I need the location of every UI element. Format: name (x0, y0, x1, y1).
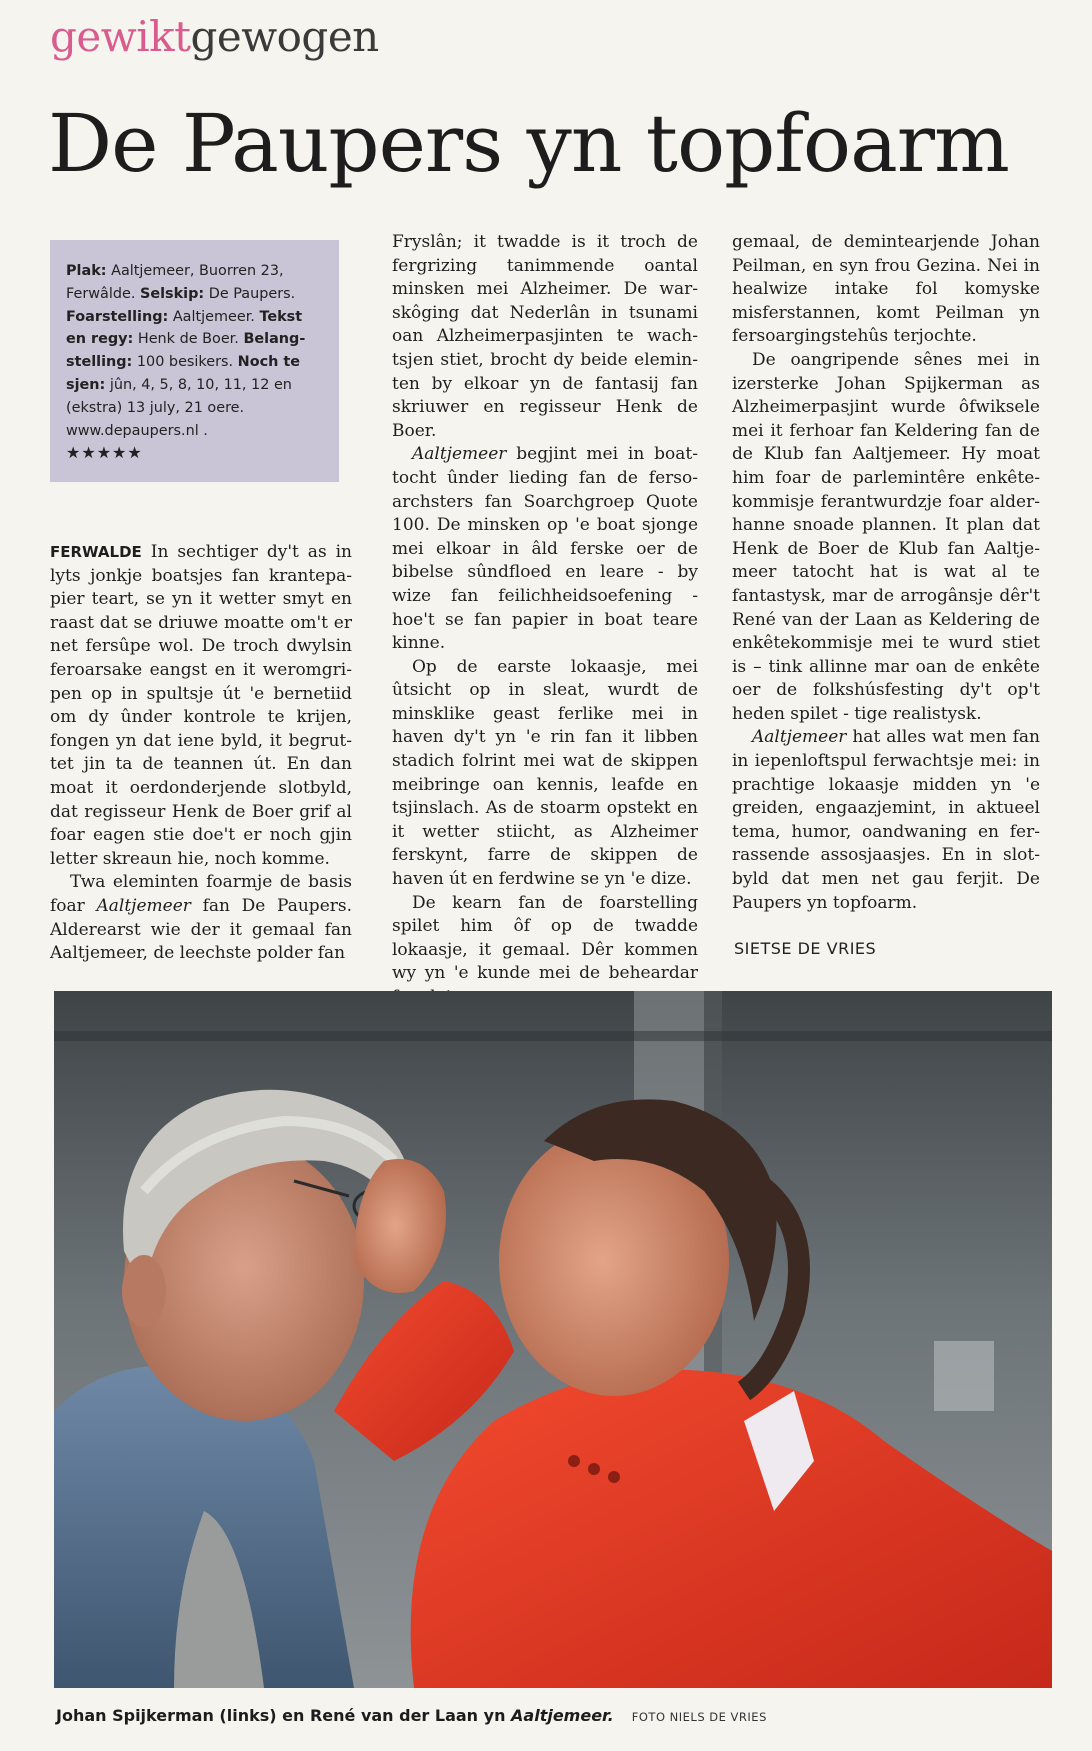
info-line (66, 351, 325, 374)
headline: De Paupers yn topfoarm (48, 97, 1009, 190)
info-value: www.depaupers.nl . (66, 422, 208, 439)
photo-illustration (54, 991, 1052, 1688)
info-value: (ekstra) 13 july, 21 oere. (66, 399, 245, 416)
info-label: Belang- (243, 331, 306, 348)
section-tag (50, 14, 379, 60)
info-label: Tekst (259, 308, 303, 325)
info-value: Aaltjemeer, Buorren 23, (106, 263, 284, 279)
paragraph-text: Twa eleminten foarmje de basis foar (50, 872, 352, 916)
paragraph (732, 726, 1040, 915)
article-column-1 (50, 541, 352, 966)
info-value: jûn, 4, 5, 8, 10, 11, 12 en (105, 376, 292, 393)
byline: SIETSE DE VRIES (734, 939, 877, 958)
paragraph-text: hat alles wat men fan in iepenloftspul ferwachtsje mei: in prachtige lokaasje midden yn 'e greiden, engaazjemint, in aktueel tema, humor, oandwaning en ferrassende assosjaasjes. En in slotbyld dat men net gau ferjit. De Paupers yn topfoarm. (732, 727, 1040, 913)
info-label: Plak: (66, 263, 107, 279)
info-value: Ferwâlde. (66, 285, 140, 302)
play-title: Aaltjemeer (412, 444, 507, 465)
paragraph-text: De oangripende sênes mei in izersterke Johan Spijkerman as Alzheimerpasjint wurde ôfwiksele mei it ferhoar fan Keldering fan de de Klub fan Aaltjemeer. Hy moat him foar de parlemintêre enkêtekommisje ferantwurdzje foar alderhanne snoade plannen. It plan dat Henk de Boer de Klub fan Aaltjemeer tatocht hat is wat al te fantastysk, mar de arrogânsje dêr't René van der Laan as Keldering de enkêtekommisje mei te wurd stiet is – tink allinne mar oan de enkête oer de folkshúsfesting dy't op't heden spilet - tige realistysk. (732, 349, 1040, 724)
paragraph (392, 443, 698, 655)
caption-title: Aaltjemeer. (511, 1706, 614, 1725)
photo-credit: FOTO NIELS DE VRIES (631, 1710, 767, 1724)
photo-caption (56, 1706, 767, 1725)
info-label: en regy: (66, 331, 134, 348)
info-label: sjen: (66, 376, 106, 393)
play-title: Aaltjemeer (96, 895, 191, 916)
info-label: stelling: (66, 354, 133, 371)
info-label: Selskip: (139, 285, 205, 302)
info-value: Henk de Boer. (133, 331, 244, 348)
paragraph-text: Op de earste lokaasje, mei ûtsicht op in sleat, wurdt de minsklike geast ferlike mei in haven dy't yn 'e rin fan it libben stadich folrint mei wat de skippen meibringe oan kennis, leafde en tsjinslach. As de stoarm opstekt en it wetter stiicht, as Alzheimer ferskynt, farre de skippen de haven út en ferdwine se yn 'e dize. (392, 656, 698, 890)
paragraph-text: gemaal, de demintearjende Johan Peilman, en syn frou Gezina. Nei in healwize intake fol komyske misferstannen, komt Peilman yn fersoargingstehûs terjochte. (732, 232, 1040, 347)
paragraph (732, 349, 1040, 727)
info-line (66, 397, 325, 420)
section-tag-part1: gewikt (50, 12, 191, 61)
article-column-2 (392, 231, 698, 1010)
play-title: Aaltjemeer (752, 727, 847, 748)
article-column-3 (732, 231, 1040, 915)
info-value: 100 besikers. (132, 354, 238, 371)
info-label: Noch te (237, 354, 301, 371)
paragraph-text: fan De Paupers. Alderearst wie der it gemaal fan Aaltjemeer, de leechste polder fan (50, 895, 353, 964)
info-line (66, 374, 325, 397)
dateline: FERWALDE (50, 543, 142, 561)
paragraph (392, 231, 698, 443)
paragraph-text: De kearn fan de foarstelling spilet him ôf op de twadde lokaasje, it gemaal. Dêr kommen wy yn 'e kunde mei de beheardar (392, 892, 698, 984)
info-line (66, 283, 325, 306)
paragraph-text: Fryslân; it twadde is it troch de fergrizing tanimmende oantal minsken mei Alzheimer. De warskôging dat Nederlân in tsunami oan Alzheimerpasjinten te wachtsjen stiet, brocht dy beide eleminten by elkoar yn de fantasij fan skriuwer en regisseur Henk de Boer. (392, 232, 698, 441)
caption-text: Johan Spijkerman (links) en René van der Laan yn (56, 1706, 512, 1725)
article-photo (54, 991, 1052, 1688)
paragraph (50, 541, 352, 871)
info-value: Aaltjemeer. (168, 308, 260, 325)
info-label: Foarstelling: (66, 308, 169, 325)
info-line (66, 260, 325, 283)
star-rating: ★★★★★ (66, 443, 143, 463)
paragraph-text: In sechtiger dy't as in lyts jonkje boatsjes fan krantepapier teart, se yn it wetter smyt en raast dat se driuwe moatte om't er net fersûpe wol. De troch dwylsin feroarsake eangst en it weromgripen op in spultsje út 'e bernetiid om dy ûnder kontrole te krijen, fongen yn dat iene byld, it begruttet jin ta de teannen út. En dan moat it oerdonderjende slotbyld, dat regisseur Henk de Boer grif al foar eagen stie doe't er noch gjin letter skreaun hie, noch komme. (50, 542, 352, 869)
info-line (66, 420, 325, 443)
info-box (50, 240, 339, 482)
info-line (66, 306, 325, 329)
info-lines (66, 260, 325, 442)
section-tag-part2: gewogen (190, 12, 379, 61)
paragraph (732, 231, 1040, 349)
paragraph (50, 871, 352, 965)
info-value: De Paupers. (204, 285, 296, 302)
paragraph (392, 656, 698, 892)
info-line (66, 328, 325, 351)
paragraph-text: begjint mei in boattocht ûnder lieding fan de fersoarchsters fan Soarchgroep Quote 100. De minsken op 'e boat sjonge mei elkoar in âld ferske oer de bibelse sûndfloed en leare - by wize fan feilichheidsoefening - hoe't se fan papier in boat teare kinne. (392, 444, 698, 654)
